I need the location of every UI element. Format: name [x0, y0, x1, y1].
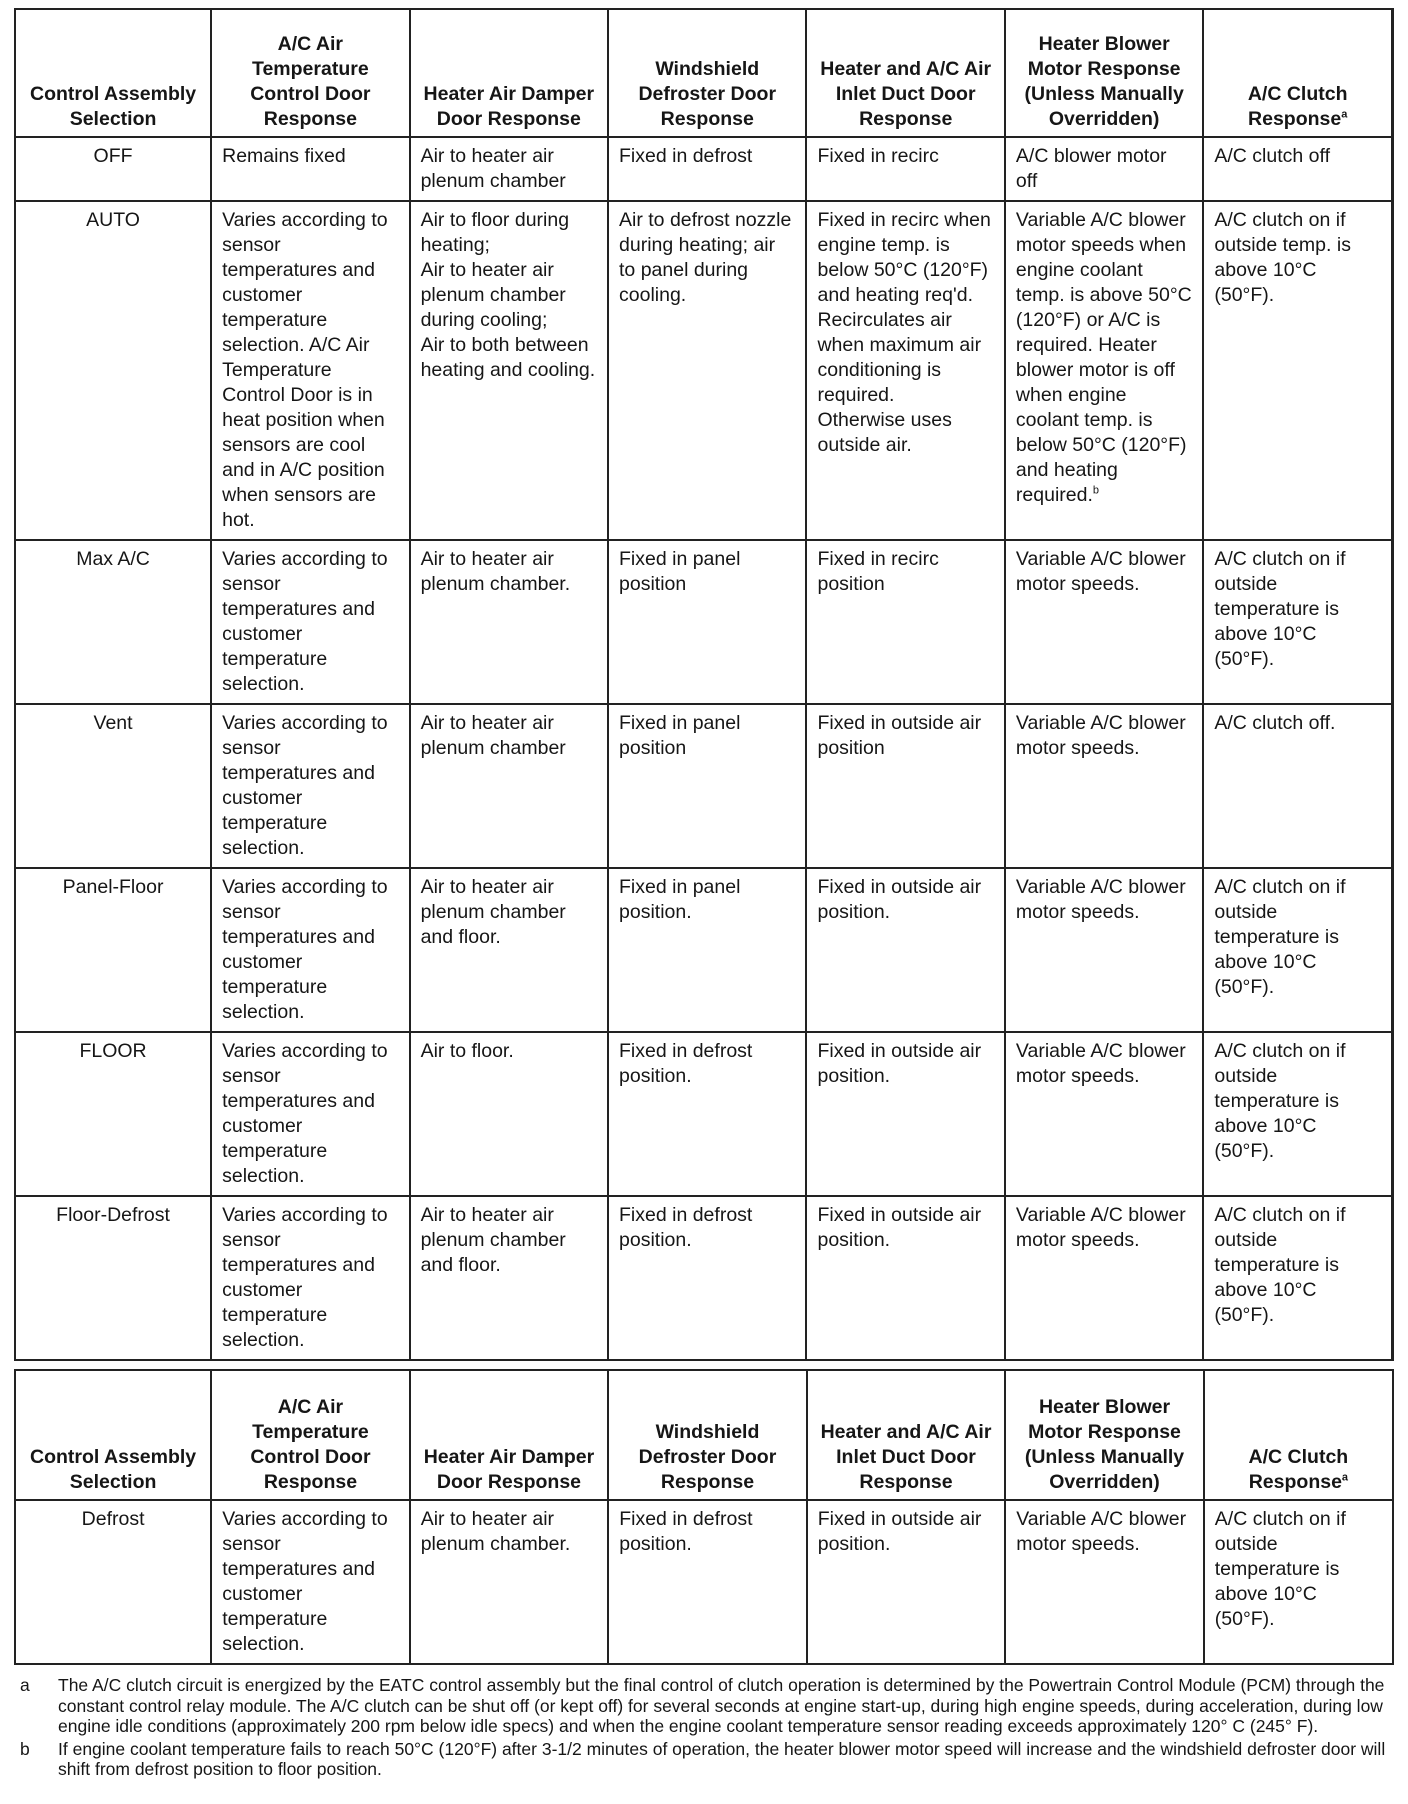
cell-selection: OFF [15, 137, 211, 201]
footnote-a [20, 1675, 1390, 1737]
cell-ac-temp-door: Varies according to sensor temperatures and customer temperature selection. [211, 704, 409, 868]
header-defroster-door: Windshield Defroster Door Response [608, 9, 806, 137]
cell-defroster-door: Fixed in panel position [608, 704, 806, 868]
cell-ac-temp-door: Varies according to sensor temperatures and customer temperature selection. [211, 540, 409, 704]
table-row [15, 1500, 1393, 1664]
cell-damper-door: Air to heater air plenum chamber [410, 137, 608, 201]
cell-selection: Panel-Floor [15, 868, 211, 1032]
table-row [15, 540, 1393, 704]
cell-defroster-door: Air to defrost nozzle during heating; air to panel during cooling. [608, 201, 806, 540]
footnote-b [20, 1739, 1390, 1780]
cell-inlet-door: Fixed in outside air position. [806, 1196, 1004, 1360]
cell-defroster-door: Fixed in defrost position. [608, 1032, 806, 1196]
cell-damper-door: Air to heater air plenum chamber. [410, 540, 608, 704]
cell-ac-temp-door: Remains fixed [211, 137, 409, 201]
cell-selection: Max A/C [15, 540, 211, 704]
header-row [15, 9, 1393, 137]
header-inlet-door: Heater and A/C Air Inlet Duct Door Response [807, 1370, 1006, 1500]
cell-clutch: A/C clutch on if outside temperature is above 10°C (50°F). [1203, 1196, 1392, 1360]
cell-inlet-door: Fixed in recirc when engine temp. is below 50°C (120°F) and heating req'd. Recirculates air when maximum air conditioning is required. Otherwise uses outside air. [806, 201, 1004, 540]
header-ac-temp-door: A/C Air Temperature Control Door Response [211, 1370, 410, 1500]
cell-blower: Variable A/C blower motor speeds. [1005, 868, 1203, 1032]
cell-inlet-door: Fixed in outside air position [806, 704, 1004, 868]
cell-selection: Defrost [15, 1500, 211, 1664]
footnotes [20, 1675, 1390, 1782]
cell-damper-door: Air to heater air plenum chamber and floor. [410, 868, 608, 1032]
eatc-response-table [14, 8, 1394, 1361]
cell-defroster-door: Fixed in panel position. [608, 868, 806, 1032]
footnote-ref-a: a [1341, 1471, 1349, 1484]
cell-damper-door: Air to heater air plenum chamber. [410, 1500, 609, 1664]
cell-selection: Vent [15, 704, 211, 868]
footnote-label: a [20, 1675, 30, 1695]
cell-ac-temp-door: Varies according to sensor temperatures and customer temperature selection. [211, 1500, 410, 1664]
table-row [15, 201, 1393, 540]
cell-blower: Variable A/C blower motor speeds. [1005, 1032, 1203, 1196]
cell-blower: Variable A/C blower motor speeds when engine coolant temp. is above 50°C (120°F) or A/C is required. Heater blower motor is off when engine coolant temp. is below 50°C (120°F) and heating required.$^b$ [1005, 201, 1203, 540]
cell-blower: A/C blower motor off [1005, 137, 1203, 201]
cell-ac-temp-door: Varies according to sensor temperatures and customer temperature selection. [211, 1196, 409, 1360]
cell-clutch: A/C clutch on if outside temperature is above 10°C (50°F). [1204, 1500, 1393, 1664]
table-row [15, 1032, 1393, 1196]
header-control-assembly-selection: Control Assembly Selection [15, 9, 211, 137]
cell-inlet-door: Fixed in outside air position. [806, 868, 1004, 1032]
footnote-text: If engine coolant temperature fails to reach 50°C (120°F) after 3-1/2 minutes of operation, the heater blower motor speed will increase and the windshield defroster door will shift from defrost position to floor position. [58, 1738, 1386, 1779]
cell-ac-temp-door: Varies according to sensor temperatures and customer temperature selection. [211, 1032, 409, 1196]
cell-damper-door: Air to heater air plenum chamber and floor. [410, 1196, 608, 1360]
cell-damper-door: Air to heater air plenum chamber [410, 704, 608, 868]
cell-defroster-door: Fixed in defrost [608, 137, 806, 201]
cell-selection: FLOOR [15, 1032, 211, 1196]
cell-clutch: A/C clutch off [1203, 137, 1392, 201]
footnote-text: The A/C clutch circuit is energized by the EATC control assembly but the final control of clutch operation is determined by the Powertrain Control Module (PCM) through the constant control relay module. The A/C clutch can be shut off (or kept off) for several seconds at engine start-up, during high engine speeds, during acceleration, during low engine idle conditions (approximately 200 rpm below idle specs) and when the engine coolant temperature sensor reading exceeds approximately 120° C (245° F). [58, 1675, 1385, 1736]
header-damper-door: Heater Air Damper Door Response [410, 1370, 609, 1500]
table-row [15, 1196, 1393, 1360]
cell-damper-door: Air to floor. [410, 1032, 608, 1196]
header-defroster-door: Windshield Defroster Door Response [608, 1370, 807, 1500]
footnote-label: b [20, 1738, 30, 1759]
eatc-response-table-continued [14, 1369, 1394, 1665]
cell-damper-door: Air to floor during heating; Air to heater air plenum chamber during cooling; Air to both between heating and cooling. [410, 201, 608, 540]
cell-clutch: A/C clutch on if outside temp. is above 10°C (50°F). [1203, 201, 1392, 540]
cell-ac-temp-door: Varies according to sensor temperatures and customer temperature selection. A/C Air Temperature Control Door is in heat position when sensors are cool and in A/C position when sensors are hot. [211, 201, 409, 540]
cell-clutch: A/C clutch on if outside temperature is above 10°C (50°F). [1203, 868, 1392, 1032]
cell-clutch: A/C clutch on if outside temperature is above 10°C (50°F). [1203, 540, 1392, 704]
cell-inlet-door: Fixed in outside air position. [807, 1500, 1006, 1664]
cell-blower: Variable A/C blower motor speeds. [1005, 704, 1203, 868]
header-inlet-door: Heater and A/C Air Inlet Duct Door Response [806, 9, 1004, 137]
header-row [15, 1370, 1393, 1500]
cell-inlet-door: Fixed in recirc [806, 137, 1004, 201]
header-blower: Heater Blower Motor Response (Unless Manually Overridden) [1005, 1370, 1204, 1500]
footnote-ref-a: a [1341, 108, 1348, 121]
cell-clutch: A/C clutch off. [1203, 704, 1392, 868]
cell-selection: AUTO [15, 201, 211, 540]
header-ac-temp-door: A/C Air Temperature Control Door Response [211, 9, 409, 137]
cell-selection: Floor-Defrost [15, 1196, 211, 1360]
table-row [15, 704, 1393, 868]
cell-blower: Variable A/C blower motor speeds. [1005, 540, 1203, 704]
header-damper-door: Heater Air Damper Door Response [410, 9, 608, 137]
cell-blower: Variable A/C blower motor speeds. [1005, 1500, 1204, 1664]
footnote-ref-b: b [1092, 484, 1100, 497]
table-row [15, 137, 1393, 201]
header-blower: Heater Blower Motor Response (Unless Manually Overridden) [1005, 9, 1203, 137]
table-row [15, 868, 1393, 1032]
header-clutch: A/C Clutch Response$^a$ [1204, 1370, 1393, 1500]
cell-defroster-door: Fixed in defrost position. [608, 1500, 807, 1664]
header-clutch: A/C Clutch Response$^a$ [1203, 9, 1392, 137]
cell-defroster-door: Fixed in defrost position. [608, 1196, 806, 1360]
cell-inlet-door: Fixed in recirc position [806, 540, 1004, 704]
cell-clutch: A/C clutch on if outside temperature is above 10°C (50°F). [1203, 1032, 1392, 1196]
cell-inlet-door: Fixed in outside air position. [806, 1032, 1004, 1196]
header-control-assembly-selection: Control Assembly Selection [15, 1370, 211, 1500]
cell-ac-temp-door: Varies according to sensor temperatures and customer temperature selection. [211, 868, 409, 1032]
cell-defroster-door: Fixed in panel position [608, 540, 806, 704]
cell-blower: Variable A/C blower motor speeds. [1005, 1196, 1203, 1360]
